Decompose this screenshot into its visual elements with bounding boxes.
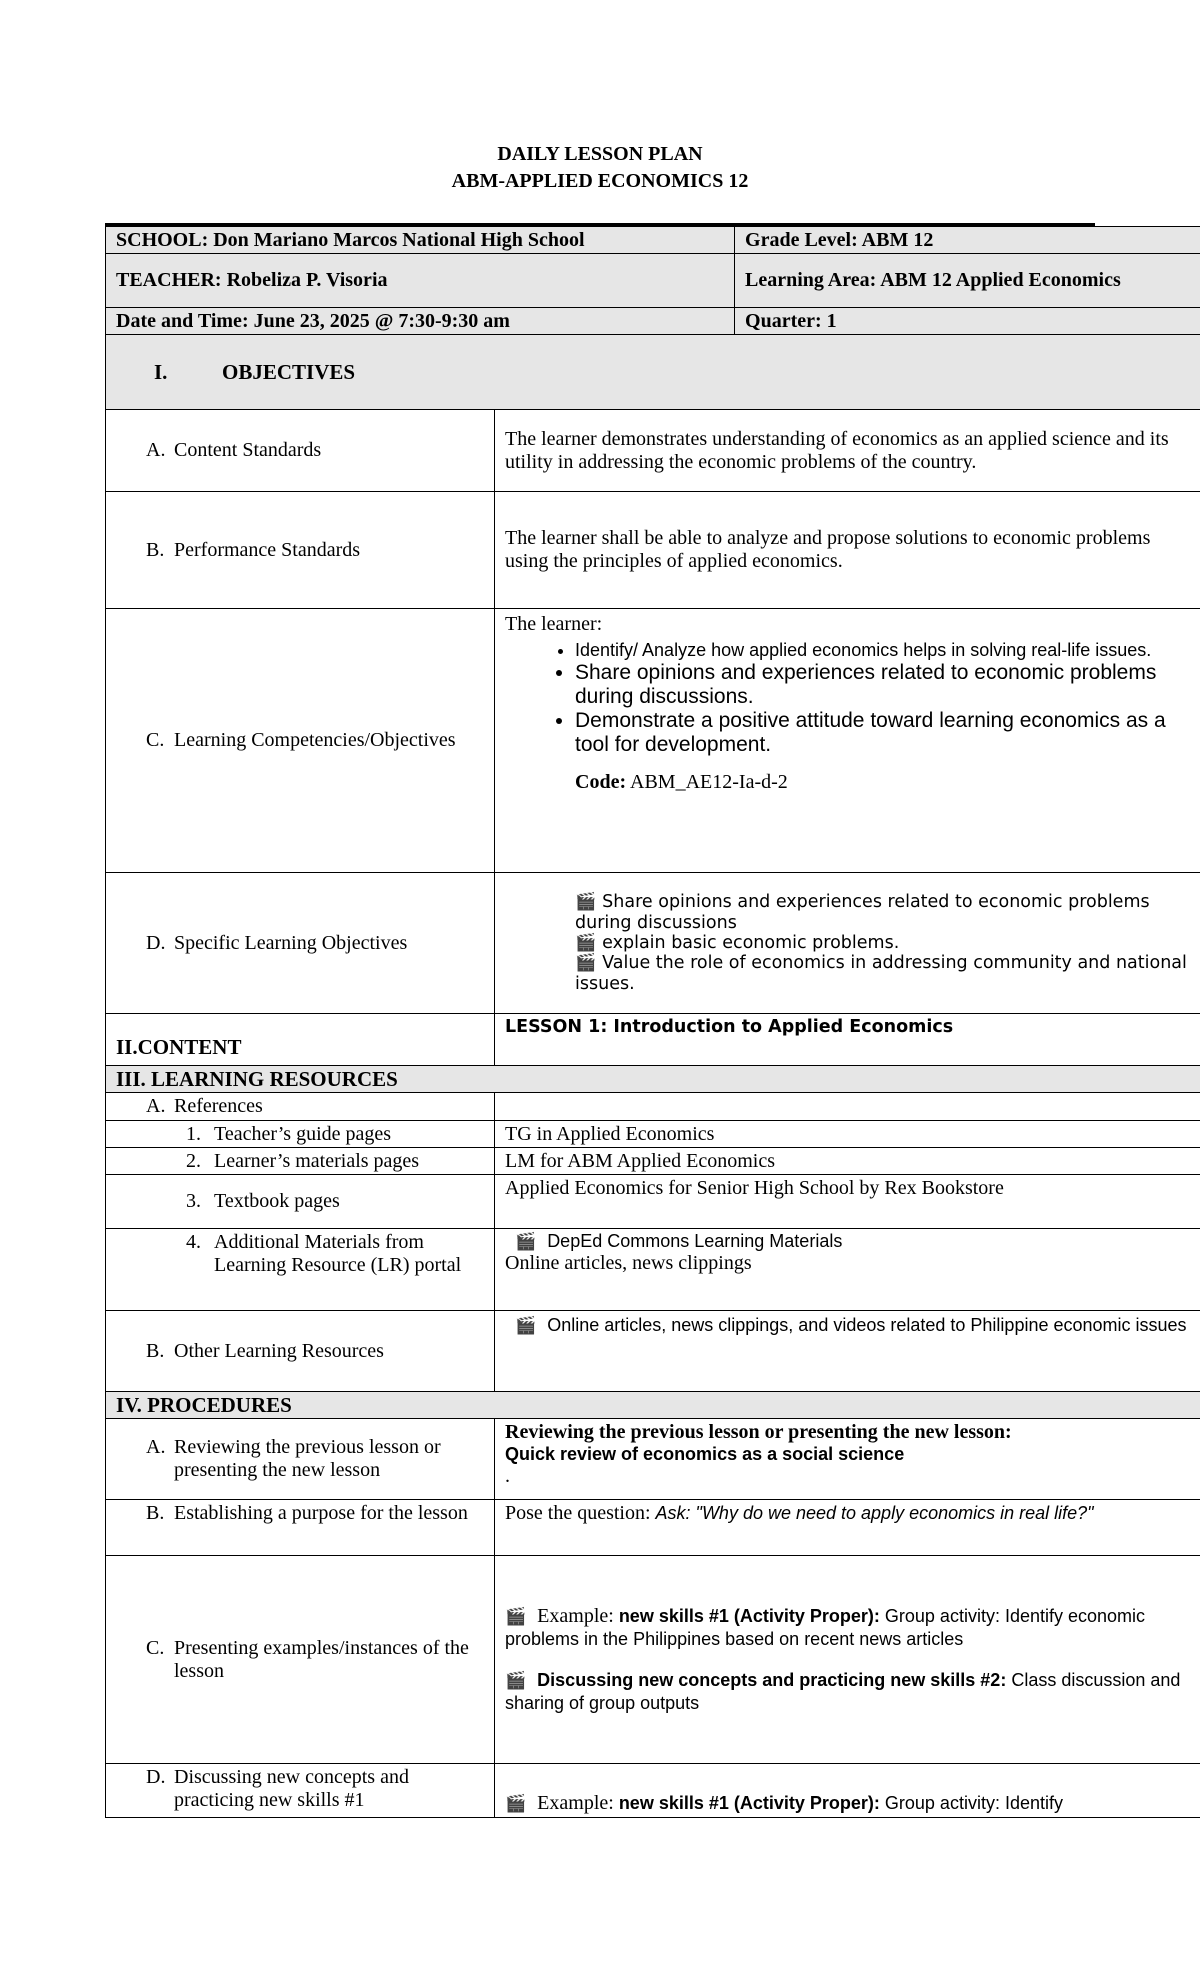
competencies-label: C. Learning Competencies/Objectives bbox=[106, 609, 495, 873]
learning-area-cell: Learning Area: ABM 12 Applied Economics bbox=[735, 254, 1200, 308]
references-row bbox=[106, 1093, 1200, 1121]
content-standards-text: The learner demonstrates understanding of economics as an applied science and its utility in addressing the economic problems of the country. bbox=[495, 410, 1200, 492]
additional-materials-label: 4. Additional Materials from Learning Resource (LR) portal bbox=[106, 1229, 495, 1311]
clapperboard-icon: 🎬 bbox=[515, 1316, 537, 1335]
specific-objectives-label: D. Specific Learning Objectives bbox=[106, 873, 495, 1014]
document-title: DAILY LESSON PLAN bbox=[497, 143, 703, 165]
additional-materials-row bbox=[106, 1229, 1200, 1311]
clapperboard-icon: 🎬 bbox=[575, 892, 597, 913]
grade-level-cell: Grade Level: ABM 12 bbox=[735, 227, 1200, 254]
resource-row bbox=[106, 1175, 1200, 1229]
procedure-c-discussion: 🎬 Discussing new concepts and practicing new skills #2: Class discussion and sharing of group outputs bbox=[505, 1669, 1181, 1713]
performance-standards-text: The learner shall be able to analyze and propose solutions to economic problems using the principles of applied economics. bbox=[495, 492, 1200, 609]
info-row-teacher bbox=[106, 254, 1200, 308]
info-row-date bbox=[106, 308, 1200, 335]
procedure-c-content bbox=[495, 1556, 1200, 1764]
info-row-school bbox=[106, 227, 1200, 254]
document-subtitle: ABM-APPLIED ECONOMICS 12 bbox=[451, 170, 749, 192]
resource-value: Applied Economics for Senior High School by Rex Bookstore bbox=[495, 1175, 1200, 1229]
competencies-list bbox=[505, 640, 1190, 757]
competencies-intro: The learner: bbox=[505, 613, 603, 635]
specific-objectives-row bbox=[106, 873, 1200, 1014]
content-row bbox=[106, 1014, 1200, 1066]
specific-objective-item: 🎬 Share opinions and experiences related to economic problems during discussions bbox=[575, 892, 1150, 933]
resource-row bbox=[106, 1121, 1200, 1148]
competencies-row bbox=[106, 609, 1200, 873]
lesson-plan-table bbox=[105, 226, 1200, 1818]
clapperboard-icon: 🎬 bbox=[575, 932, 597, 953]
procedure-a-content: Reviewing the previous lesson or presenting the new lesson: Quick review of economics as a social science . bbox=[495, 1419, 1200, 1500]
clapperboard-icon: 🎬 bbox=[505, 1606, 527, 1626]
resource-row bbox=[106, 1148, 1200, 1175]
procedure-d-content: 🎬 Example: new skills #1 (Activity Proper): Group activity: Identify bbox=[495, 1764, 1200, 1818]
objectives-heading-row bbox=[106, 335, 1200, 410]
resource-label: 3. Textbook pages bbox=[106, 1175, 495, 1229]
competencies-content bbox=[495, 609, 1200, 873]
clapperboard-icon: 🎬 bbox=[505, 1670, 527, 1690]
references-label: A. References bbox=[106, 1093, 495, 1121]
clapperboard-icon: 🎬 bbox=[515, 1232, 537, 1251]
other-resources-row bbox=[106, 1311, 1200, 1392]
specific-objectives-list bbox=[495, 873, 1200, 1014]
clapperboard-icon: 🎬 bbox=[575, 953, 597, 974]
other-resources-value: 🎬 Online articles, news clippings, and videos related to Philippine economic issues bbox=[495, 1311, 1200, 1392]
competency-code: Code: ABM_AE12-Ia-d-2 bbox=[575, 771, 788, 794]
additional-materials-value: 🎬 DepEd Commons Learning Materials Online articles, news clippings bbox=[495, 1229, 1200, 1311]
specific-objective-item: 🎬 explain basic economic problems. bbox=[575, 932, 900, 953]
content-standards-row bbox=[106, 410, 1200, 492]
resource-value: TG in Applied Economics bbox=[495, 1121, 1200, 1148]
competency-item: • Identify/ Analyze how applied economics helps in solving real-life issues. bbox=[575, 640, 1190, 661]
school-cell: SCHOOL: Don Mariano Marcos National High School bbox=[106, 227, 735, 254]
specific-objective-item: 🎬 Value the role of economics in addressing community and national issues. bbox=[575, 953, 1187, 994]
procedure-d-label: D. Discussing new concepts and practicing new skills #1 bbox=[106, 1764, 495, 1818]
resource-label: 1. Teacher’s guide pages bbox=[106, 1121, 495, 1148]
clapperboard-icon: 🎬 bbox=[505, 1794, 527, 1813]
procedure-d-row bbox=[106, 1764, 1200, 1818]
teacher-cell: TEACHER: Robeliza P. Visoria bbox=[106, 254, 735, 308]
procedure-c-example: 🎬 Example: new skills #1 (Activity Proper): Group activity: Identify economic problems in the Philippines based on recent news articles bbox=[505, 1604, 1146, 1649]
competency-item: • Demonstrate a positive attitude toward learning economics as a tool for development. bbox=[575, 709, 1190, 757]
performance-standards-label: B. Performance Standards bbox=[106, 492, 495, 609]
resource-value: LM for ABM Applied Economics bbox=[495, 1148, 1200, 1175]
procedure-b-label: B. Establishing a purpose for the lesson bbox=[106, 1500, 495, 1556]
resources-heading: III. LEARNING RESOURCES bbox=[106, 1066, 1200, 1093]
objectives-heading: I. OBJECTIVES bbox=[106, 335, 1200, 410]
procedure-a-label: A. Reviewing the previous lesson or presenting the new lesson bbox=[106, 1419, 495, 1500]
other-resources-label: B. Other Learning Resources bbox=[106, 1311, 495, 1392]
content-standards-label: A. Content Standards bbox=[106, 410, 495, 492]
resources-heading-row bbox=[106, 1066, 1200, 1093]
lesson-title: LESSON 1: Introduction to Applied Economics bbox=[495, 1014, 1200, 1066]
competency-item: • Share opinions and experiences related to economic problems during discussions. bbox=[575, 661, 1190, 709]
procedure-b-content: Pose the question: Ask: "Why do we need to apply economics in real life?" bbox=[495, 1500, 1200, 1556]
procedure-b-row bbox=[106, 1500, 1200, 1556]
procedures-heading-row bbox=[106, 1392, 1200, 1419]
performance-standards-row bbox=[106, 492, 1200, 609]
quarter-cell: Quarter: 1 bbox=[735, 308, 1200, 335]
procedure-a-row bbox=[106, 1419, 1200, 1500]
procedure-c-label: C. Presenting examples/instances of the lesson bbox=[106, 1556, 495, 1764]
procedures-heading: IV. PROCEDURES bbox=[106, 1392, 1200, 1419]
procedure-c-row bbox=[106, 1556, 1200, 1764]
date-time-cell: Date and Time: June 23, 2025 @ 7:30-9:30 am bbox=[106, 308, 735, 335]
content-heading: II.CONTENT bbox=[106, 1014, 495, 1066]
resource-label: 2. Learner’s materials pages bbox=[106, 1148, 495, 1175]
